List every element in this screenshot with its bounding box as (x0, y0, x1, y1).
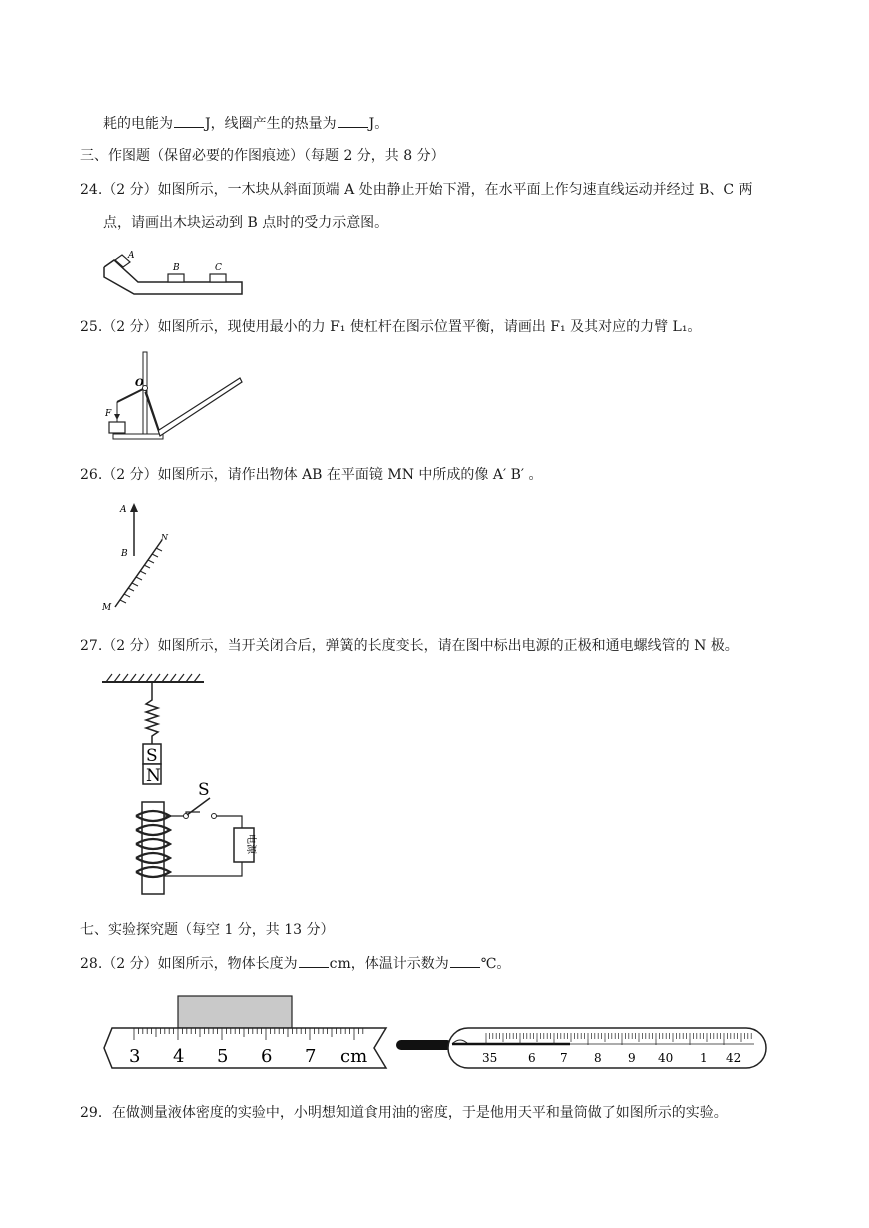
ruler-unit: cm (340, 1046, 368, 1067)
ruler-label-7: 7 (305, 1046, 317, 1067)
label-O: O (135, 378, 144, 389)
switch-label-S: S (198, 780, 210, 800)
figure-26-mirror (100, 500, 175, 615)
label-A: A (128, 251, 135, 261)
thermo-label-37: 7 (560, 1051, 568, 1065)
thermo-label-40: 40 (658, 1051, 674, 1065)
label-B: B (173, 263, 180, 273)
text-energy-c: J。 (368, 116, 389, 132)
label-C: C (215, 263, 222, 273)
blank-temperature[interactable] (450, 953, 480, 968)
ruler-label-5: 5 (217, 1046, 229, 1067)
thermo-label-35: 35 (482, 1051, 498, 1065)
question-27: 27.（2 分）如图所示，当开关闭合后，弹簧的长度变长，请在图中标出电源的正极和通电螺线管的 N 极。 (80, 638, 739, 654)
question-24-line2: 点，请画出木块运动到 B 点时的受力示意图。 (103, 215, 389, 231)
label-N: N (161, 533, 168, 542)
section-7-title: 七、实验探究题（每空 1 分，共 13 分） (80, 922, 335, 938)
question-29: 29．在做测量液体密度的实验中，小明想知道食用油的密度，于是他用天平和量筒做了如图所示的实验。 (80, 1105, 728, 1121)
magnet-S: S (146, 746, 158, 766)
thermo-label-36: 6 (528, 1051, 536, 1065)
power-source-label: 电源 (245, 834, 256, 854)
figure-27-solenoid (100, 670, 280, 900)
blank-length[interactable] (299, 953, 329, 968)
question-26: 26.（2 分）如图所示，请作出物体 AB 在平面镜 MN 中所成的像 A′ B′ 。 (80, 467, 543, 483)
label-A: A (120, 505, 127, 515)
ruler-label-4: 4 (173, 1046, 185, 1067)
text-energy-b: J，线圈产生的热量为 (205, 116, 337, 132)
text-q28-a: 28.（2 分）如图所示，物体长度为 (80, 956, 298, 972)
thermo-label-38: 8 (594, 1051, 602, 1065)
question-28 (80, 953, 510, 974)
label-B: B (121, 549, 128, 559)
ruler-label-6: 6 (261, 1046, 273, 1067)
figure-25-lever (105, 350, 255, 445)
text-energy-a: 耗的电能为 (103, 116, 173, 132)
figure-28-ruler-thermometer (100, 990, 780, 1070)
question-25: 25.（2 分）如图所示，现使用最小的力 F₁ 使杠杆在图示位置平衡，请画出 F₁ 及其对应的力臂 L₁。 (80, 319, 702, 335)
label-M: M (102, 603, 112, 613)
blank-energy[interactable] (174, 113, 204, 128)
section-3-title: 三、作图题（保留必要的作图痕迹）（每题 2 分，共 8 分） (80, 148, 445, 164)
blank-heat[interactable] (338, 113, 368, 128)
thermo-label-41: 1 (700, 1051, 708, 1065)
label-F: F (105, 409, 112, 419)
magnet-N: N (146, 766, 161, 786)
text-q28-c: ℃。 (480, 956, 511, 972)
figure-24-incline (100, 250, 260, 310)
line-energy (103, 113, 388, 134)
question-24-line1: 24.（2 分）如图所示，一木块从斜面顶端 A 处由静止开始下滑，在水平面上作匀速直线运动并经过 B、C 两 (80, 182, 753, 198)
thermo-label-39: 9 (628, 1051, 636, 1065)
thermo-label-42: 42 (726, 1051, 742, 1065)
text-q28-b: cm，体温计示数为 (329, 956, 449, 972)
ruler-label-3: 3 (129, 1046, 141, 1067)
